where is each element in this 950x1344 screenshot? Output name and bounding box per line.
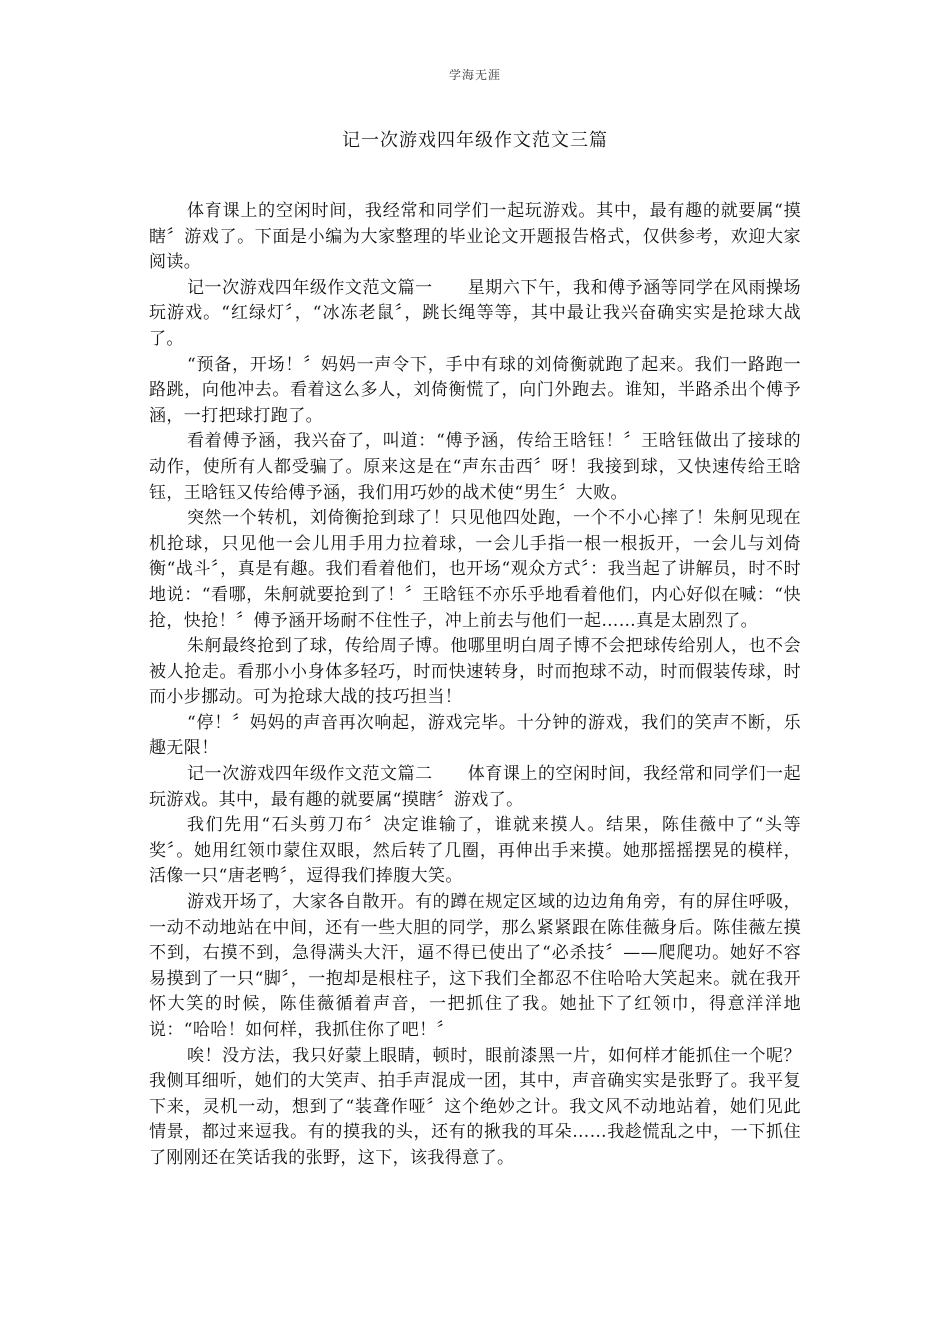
paragraph: 突然一个转机，刘倚衡抢到球了！只见他四处跑，一个不小心摔了！朱舸见现在机抢球，只见他一会儿用手用力拉着球，一会儿手指一根一根扳开，一会儿与刘倚衡“战斗〞，真是有趣。我们看着他们，也开场“观众方式〞：我当起了讲解员，时不时地说：“看哪，朱舸就要抢到了！〞王晗钰不亦乐乎地看着他们，内心好似在喊：“快抢，快抢！〞傅予涵开场耐不住性子，冲上前去与他们一起……真是太剧烈了。 [149,508,801,631]
paragraph: “停！〞妈妈的声音再次响起，游戏完毕。十分钟的游戏，我们的笑声不断，乐趣无限！ [149,712,801,759]
paragraph: 记一次游戏四年级作文范文篇一 星期六下午，我和傅予涵等同学在风雨操场玩游戏。“红绿灯〞，“冰冻老鼠〞，跳长绳等等，其中最让我兴奋确实实是抢球大战了。 [149,277,801,349]
paragraph: “预备，开场！〞妈妈一声令下，手中有球的刘倚衡就跑了起来。我们一路跑一路跳，向他冲去。看着这么多人，刘倚衡慌了，向门外跑去。谁知，半路杀出个傅予涵，一打把球打跑了。 [149,354,801,426]
paragraph: 记一次游戏四年级作文范文篇二 体育课上的空闲时间，我经常和同学们一起玩游戏。其中，最有趣的就要属“摸瞎〞游戏了。 [149,764,801,810]
paragraph: 我们先用“石头剪刀布〞决定谁输了，谁就来摸人。结果，陈佳薇中了“头等奖〞。她用红领巾蒙住双眼，然后转了几圈，再伸出手来摸。她那摇摇摆晃的模样，活像一只“唐老鸭〞，逗得我们捧腹大笑。 [149,815,801,887]
document-title: 记一次游戏四年级作文范文三篇 [342,130,608,151]
paragraph: 唉！没方法，我只好蒙上眼睛，顿时，眼前漆黑一片，如何样才能抓住一个呢？我侧耳细听，她们的大笑声、拍手声混成一团，其中，声音确实实是张野了。我平复下来，灵机一动，想到了“装聋作哑〞这个绝妙之计。我文风不动地站着，她们见此情景，都过来逗我。有的摸我的头，还有的揪我的耳朵……我趁慌乱之中，一下抓住了刚刚还在笑话我的张野，这下，该我得意了。 [149,1045,801,1168]
running-header: 学海无涯 [448,68,501,82]
article-body [149,199,801,1172]
paragraph: 体育课上的空闲时间，我经常和同学们一起玩游戏。其中，最有趣的就要属“摸瞎〞游戏了。下面是小编为大家整理的毕业论文开题报告格式，仅供参考，欢迎大家阅读。 [149,201,801,273]
paragraph: 游戏开场了，大家各自散开。有的蹲在规定区域的边边角角旁，有的屏住呼吸，一动不动地站在中间，还有一些大胆的同学，那么紧紧跟在陈佳薇身后。陈佳薇左摸不到，右摸不到，急得满头大汗，逼不得已使出了“必杀技〞——爬爬功。她好不容易摸到了一只“脚〞，一抱却是根柱子，这下我们全都忍不住哈哈大笑起来。就在我开怀大笑的时候，陈佳薇循着声音，一把抓住了我。她扯下了红领巾，得意洋洋地说：“哈哈！如何样，我抓住你了吧！〞 [149,892,801,1040]
paragraph: 看着傅予涵，我兴奋了，叫道：“傅予涵，传给王晗钰！〞王晗钰做出了接球的动作，使所有人都受骗了。原来这是在“声东击西〞呀！我接到球，又快速传给王晗钰，王晗钰又传给傅予涵，我们用巧妙的战术使“男生〞大败。 [149,431,801,503]
paragraph: 朱舸最终抢到了球，传给周子博。他哪里明白周子博不会把球传给别人，也不会被人抢走。看那小小身体多轻巧，时而快速转身，时而抱球不动，时而假装传球，时而小步挪动。可为抢球大战的技巧担当！ [149,636,801,708]
